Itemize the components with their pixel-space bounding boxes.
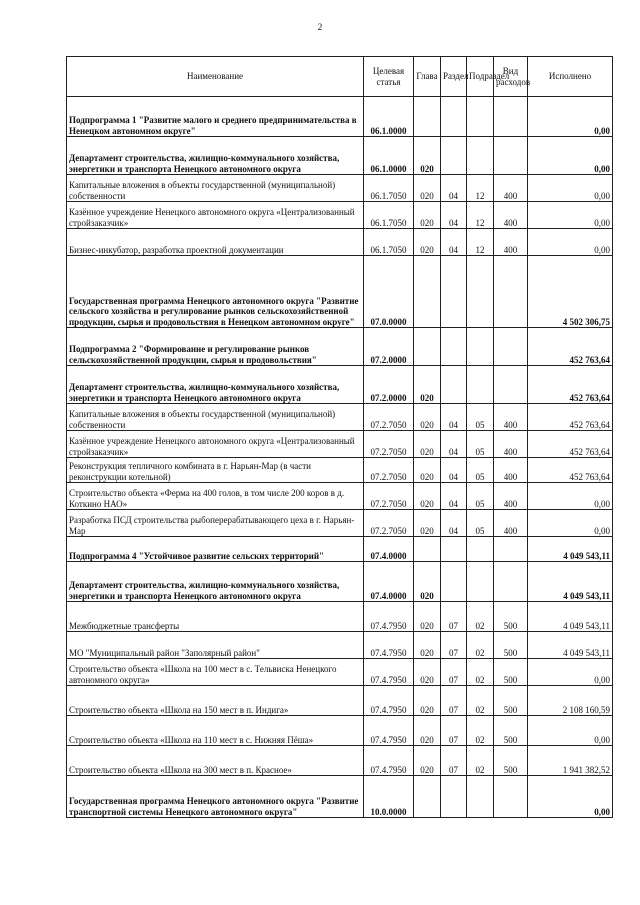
header-section: Раздел xyxy=(441,57,467,97)
cell-target: 07.0.0000 xyxy=(364,256,414,328)
cell-target: 07.2.0000 xyxy=(364,366,414,404)
cell-expense-type: 400 xyxy=(494,510,528,537)
table-row xyxy=(67,776,613,818)
cell-chapter: 020 xyxy=(414,483,441,510)
cell-target: 07.4.0000 xyxy=(364,562,414,602)
cell-subsection: 05 xyxy=(467,431,494,458)
cell-target: 07.2.7050 xyxy=(364,458,414,483)
cell-section xyxy=(441,97,467,137)
cell-chapter: 020 xyxy=(414,632,441,659)
cell-name: Строительство объекта «Школа на 300 мест в п. Красное» xyxy=(67,746,364,776)
page-number: 2 xyxy=(317,22,323,32)
cell-amount: 4 049 543,11 xyxy=(528,562,613,602)
table-row xyxy=(67,97,613,137)
cell-expense-type: 400 xyxy=(494,404,528,431)
cell-section xyxy=(441,328,467,366)
cell-expense-type: 400 xyxy=(494,483,528,510)
cell-section xyxy=(441,366,467,404)
cell-amount: 2 108 160,59 xyxy=(528,686,613,716)
cell-amount: 0,00 xyxy=(528,97,613,137)
cell-section: 07 xyxy=(441,632,467,659)
cell-amount: 452 763,64 xyxy=(528,366,613,404)
table-row xyxy=(67,659,613,686)
cell-section xyxy=(441,137,467,175)
cell-chapter xyxy=(414,776,441,818)
cell-name: МО "Муниципальный район "Заполярный район" xyxy=(67,632,364,659)
cell-chapter xyxy=(414,328,441,366)
cell-amount: 0,00 xyxy=(528,229,613,256)
cell-subsection xyxy=(467,97,494,137)
cell-chapter: 020 xyxy=(414,404,441,431)
cell-name: Департамент строительства, жилищно-коммунального хозяйства, энергетики и транспорта Ненецкого автономного округа xyxy=(67,562,364,602)
cell-amount: 0,00 xyxy=(528,137,613,175)
cell-name: Строительство объекта «Школа на 150 мест в п. Индига» xyxy=(67,686,364,716)
cell-subsection: 05 xyxy=(467,483,494,510)
cell-name: Казённое учреждение Ненецкого автономного округа «Централизованный стройзаказчик» xyxy=(67,202,364,229)
cell-subsection: 02 xyxy=(467,632,494,659)
cell-subsection xyxy=(467,328,494,366)
cell-expense-type: 400 xyxy=(494,458,528,483)
cell-expense-type xyxy=(494,328,528,366)
cell-name: Департамент строительства, жилищно-коммунального хозяйства, энергетики и транспорта Ненецкого автономного округа xyxy=(67,137,364,175)
cell-section: 07 xyxy=(441,716,467,746)
cell-amount: 0,00 xyxy=(528,716,613,746)
table-header-row xyxy=(67,57,613,97)
cell-chapter: 020 xyxy=(414,686,441,716)
cell-amount: 0,00 xyxy=(528,175,613,202)
cell-amount: 4 049 543,11 xyxy=(528,537,613,562)
table-row xyxy=(67,366,613,404)
cell-expense-type: 500 xyxy=(494,686,528,716)
cell-subsection: 02 xyxy=(467,659,494,686)
cell-subsection: 02 xyxy=(467,686,494,716)
cell-target: 07.2.7050 xyxy=(364,510,414,537)
cell-expense-type: 500 xyxy=(494,602,528,632)
cell-expense-type: 400 xyxy=(494,202,528,229)
table-row xyxy=(67,328,613,366)
cell-chapter: 020 xyxy=(414,366,441,404)
cell-subsection xyxy=(467,537,494,562)
cell-target: 07.2.7050 xyxy=(364,431,414,458)
table-row xyxy=(67,229,613,256)
table-row xyxy=(67,175,613,202)
table-row xyxy=(67,716,613,746)
cell-target: 06.1.7050 xyxy=(364,175,414,202)
cell-expense-type xyxy=(494,562,528,602)
cell-section: 04 xyxy=(441,404,467,431)
cell-amount: 0,00 xyxy=(528,483,613,510)
cell-section: 04 xyxy=(441,431,467,458)
header-chapter: Глава xyxy=(414,57,441,97)
cell-expense-type xyxy=(494,366,528,404)
table-row xyxy=(67,483,613,510)
header-expense-type: Вид расходов xyxy=(494,57,528,97)
cell-chapter: 020 xyxy=(414,202,441,229)
header-target: Целевая статья xyxy=(364,57,414,97)
cell-name: Казённое учреждение Ненецкого автономного округа «Централизованный стройзаказчик» xyxy=(67,431,364,458)
table-row xyxy=(67,562,613,602)
table-row xyxy=(67,431,613,458)
cell-amount: 4 049 543,11 xyxy=(528,602,613,632)
cell-target: 07.2.0000 xyxy=(364,328,414,366)
cell-target: 07.4.7950 xyxy=(364,686,414,716)
cell-amount: 4 049 543,11 xyxy=(528,632,613,659)
cell-section xyxy=(441,562,467,602)
table-row xyxy=(67,510,613,537)
cell-name: Реконструкция тепличного комбината в г. Нарьян-Мар (в части реконструкции котельной) xyxy=(67,458,364,483)
cell-section xyxy=(441,776,467,818)
cell-name: Строительство объекта «Школа на 110 мест в с. Нижняя Пёша» xyxy=(67,716,364,746)
cell-subsection xyxy=(467,562,494,602)
cell-subsection: 02 xyxy=(467,716,494,746)
cell-target: 07.2.7050 xyxy=(364,483,414,510)
cell-name: Департамент строительства, жилищно-коммунального хозяйства, энергетики и транспорта Ненецкого автономного округа xyxy=(67,366,364,404)
cell-subsection xyxy=(467,366,494,404)
cell-expense-type xyxy=(494,256,528,328)
cell-target: 07.4.0000 xyxy=(364,537,414,562)
table-row xyxy=(67,202,613,229)
cell-subsection: 02 xyxy=(467,746,494,776)
cell-chapter xyxy=(414,537,441,562)
table-row xyxy=(67,537,613,562)
cell-subsection xyxy=(467,137,494,175)
cell-chapter: 020 xyxy=(414,746,441,776)
cell-expense-type xyxy=(494,137,528,175)
cell-chapter: 020 xyxy=(414,458,441,483)
header-name: Наименование xyxy=(67,57,364,97)
cell-name: Государственная программа Ненецкого автономного округа "Развитие транспортной системы Ненецкого автономного округа" xyxy=(67,776,364,818)
cell-target: 07.4.7950 xyxy=(364,746,414,776)
cell-chapter: 020 xyxy=(414,659,441,686)
cell-amount: 0,00 xyxy=(528,510,613,537)
cell-name: Государственная программа Ненецкого автономного округа "Развитие сельского хозяйства и регулирование рынков сельскохозяйственной продукции, сырья и продовольствия в Ненецком автономном округе" xyxy=(67,256,364,328)
cell-amount: 0,00 xyxy=(528,202,613,229)
cell-section: 04 xyxy=(441,229,467,256)
table-row xyxy=(67,137,613,175)
cell-target: 06.1.7050 xyxy=(364,202,414,229)
cell-expense-type: 500 xyxy=(494,632,528,659)
cell-name: Капитальные вложения в объекты государственной (муниципальной) собственности xyxy=(67,175,364,202)
cell-amount: 0,00 xyxy=(528,659,613,686)
cell-chapter: 020 xyxy=(414,229,441,256)
cell-section: 07 xyxy=(441,746,467,776)
table-row xyxy=(67,746,613,776)
cell-subsection xyxy=(467,776,494,818)
table-row xyxy=(67,256,613,328)
cell-name: Подпрограмма 4 "Устойчивое развитие сельских территорий" xyxy=(67,537,364,562)
cell-name: Межбюджетные трансферты xyxy=(67,602,364,632)
cell-section: 07 xyxy=(441,602,467,632)
cell-target: 07.4.7950 xyxy=(364,632,414,659)
cell-section: 07 xyxy=(441,686,467,716)
cell-expense-type: 500 xyxy=(494,659,528,686)
table-row xyxy=(67,602,613,632)
cell-amount: 1 941 382,52 xyxy=(528,746,613,776)
cell-chapter: 020 xyxy=(414,510,441,537)
cell-target: 06.1.0000 xyxy=(364,137,414,175)
cell-expense-type xyxy=(494,97,528,137)
cell-chapter: 020 xyxy=(414,137,441,175)
table-row xyxy=(67,458,613,483)
cell-name: Строительство объекта «Школа на 100 мест в с. Тельвиска Ненецкого автономного округа» xyxy=(67,659,364,686)
cell-target: 06.1.7050 xyxy=(364,229,414,256)
cell-section: 07 xyxy=(441,659,467,686)
cell-subsection: 02 xyxy=(467,602,494,632)
cell-amount: 452 763,64 xyxy=(528,458,613,483)
cell-subsection: 05 xyxy=(467,404,494,431)
cell-target: 07.2.7050 xyxy=(364,404,414,431)
cell-amount: 452 763,64 xyxy=(528,431,613,458)
cell-name: Бизнес-инкубатор, разработка проектной документации xyxy=(67,229,364,256)
cell-section: 04 xyxy=(441,202,467,229)
cell-chapter: 020 xyxy=(414,602,441,632)
cell-amount: 0,00 xyxy=(528,776,613,818)
cell-chapter xyxy=(414,256,441,328)
table-row xyxy=(67,404,613,431)
cell-target: 06.1.0000 xyxy=(364,97,414,137)
cell-expense-type: 500 xyxy=(494,746,528,776)
budget-execution-table xyxy=(66,56,613,818)
table-row xyxy=(67,686,613,716)
cell-expense-type: 500 xyxy=(494,716,528,746)
cell-section xyxy=(441,256,467,328)
cell-section xyxy=(441,537,467,562)
cell-name: Подпрограмма 1 "Развитие малого и среднего предпринимательства в Ненецком автономном округе" xyxy=(67,97,364,137)
table-body xyxy=(67,97,613,818)
cell-chapter: 020 xyxy=(414,716,441,746)
cell-name: Разработка ПСД строительства рыбоперерабатывающего цеха в г. Нарьян-Мар xyxy=(67,510,364,537)
cell-subsection: 05 xyxy=(467,510,494,537)
cell-expense-type: 400 xyxy=(494,175,528,202)
cell-expense-type: 400 xyxy=(494,431,528,458)
cell-chapter: 020 xyxy=(414,431,441,458)
table-row xyxy=(67,632,613,659)
cell-subsection: 12 xyxy=(467,229,494,256)
cell-target: 07.4.7950 xyxy=(364,602,414,632)
cell-subsection xyxy=(467,256,494,328)
cell-name: Строительство объекта «Ферма на 400 голов, в том числе 200 коров в д. Коткино НАО» xyxy=(67,483,364,510)
cell-target: 07.4.7950 xyxy=(364,716,414,746)
cell-expense-type xyxy=(494,537,528,562)
cell-chapter: 020 xyxy=(414,562,441,602)
cell-chapter xyxy=(414,97,441,137)
cell-expense-type xyxy=(494,776,528,818)
cell-amount: 4 502 306,75 xyxy=(528,256,613,328)
cell-name: Капитальные вложения в объекты государственной (муниципальной) собственности xyxy=(67,404,364,431)
header-executed: Исполнено xyxy=(528,57,613,97)
header-subsection: Подраздел xyxy=(467,57,494,97)
cell-amount: 452 763,64 xyxy=(528,404,613,431)
cell-subsection: 05 xyxy=(467,458,494,483)
cell-subsection: 12 xyxy=(467,175,494,202)
cell-chapter: 020 xyxy=(414,175,441,202)
cell-section: 04 xyxy=(441,510,467,537)
cell-target: 10.0.0000 xyxy=(364,776,414,818)
cell-name: Подпрограмма 2 "Формирование и регулирование рынков сельскохозяйственной продукции, сырья и продовольствия" xyxy=(67,328,364,366)
cell-expense-type: 400 xyxy=(494,229,528,256)
cell-section: 04 xyxy=(441,175,467,202)
cell-section: 04 xyxy=(441,483,467,510)
cell-target: 07.4.7950 xyxy=(364,659,414,686)
cell-subsection: 12 xyxy=(467,202,494,229)
cell-section: 04 xyxy=(441,458,467,483)
cell-amount: 452 763,64 xyxy=(528,328,613,366)
